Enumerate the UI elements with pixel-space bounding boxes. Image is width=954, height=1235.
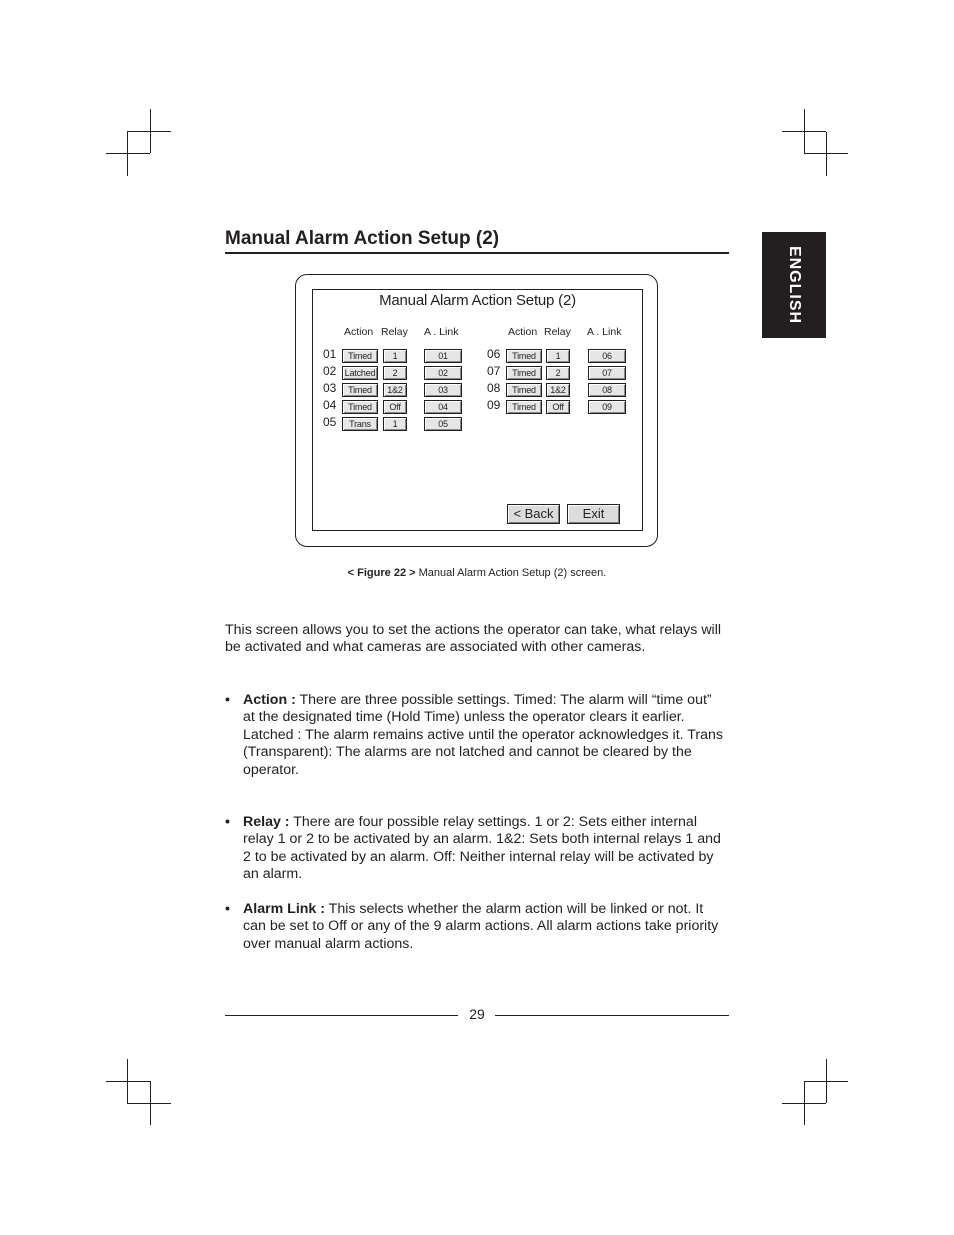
column-header-alink: A . Link (587, 326, 622, 338)
bullet-symbol: • (225, 692, 230, 708)
alarm-link-select[interactable]: 02 (424, 366, 462, 380)
action-select[interactable]: Latched (342, 366, 378, 380)
relay-select[interactable]: Off (383, 400, 407, 414)
crop-mark (106, 153, 150, 154)
relay-select[interactable]: 1 (383, 417, 407, 431)
action-select[interactable]: Timed (506, 349, 542, 363)
action-select[interactable]: Timed (506, 383, 542, 397)
bullet-term: Alarm Link : (243, 901, 325, 917)
figure-caption-text: Manual Alarm Action Setup (2) screen. (415, 567, 607, 579)
figure-caption (0, 567, 954, 579)
back-button[interactable]: < Back (507, 504, 560, 524)
setup-screen (312, 289, 643, 531)
alarm-link-select[interactable]: 08 (588, 383, 626, 397)
column-header-alink: A . Link (424, 326, 459, 338)
title-underline (225, 252, 729, 254)
bullet-text-continued: Latched : The alarm remains active until the operator acknowledges it. Trans (Transparent): The alarms are not latched and cannot be cleared by the operator. (243, 726, 723, 778)
bullet-symbol: • (225, 901, 230, 917)
screen-title: Manual Alarm Action Setup (2) (379, 292, 576, 309)
row-number: 07 (487, 364, 501, 378)
language-tab-label: ENGLISH (786, 245, 803, 325)
intro-paragraph: This screen allows you to set the actions the operator can take, what relays will be activated and what cameras are associated with other cameras. (225, 622, 722, 656)
row-number: 09 (487, 398, 501, 412)
language-tab (762, 232, 826, 338)
bullet-text: There are four possible relay settings. 1 or 2: Sets either internal relay 1 or 2 to be activated by an alarm. 1&2: Sets both internal relays 1 and 2 to be activated by an alarm. Off: Neither internal relay will be activated by an alarm. (243, 814, 721, 883)
action-select[interactable]: Trans (342, 417, 378, 431)
alarm-link-select[interactable]: 01 (424, 349, 462, 363)
row-number: 08 (487, 381, 501, 395)
relay-select[interactable]: 1 (383, 349, 407, 363)
action-select[interactable]: Timed (342, 349, 378, 363)
row-number: 05 (323, 415, 337, 429)
crop-mark (127, 131, 171, 132)
page-title: Manual Alarm Action Setup (2) (225, 228, 500, 249)
crop-mark (782, 1103, 826, 1104)
bullet-action (243, 692, 727, 779)
crop-mark (804, 153, 848, 154)
figure-label: < Figure 22 > (347, 567, 416, 579)
bullet-alarm-link (243, 901, 727, 953)
row-number: 06 (487, 347, 501, 361)
column-header-action: Action (508, 326, 538, 338)
row-number: 02 (323, 364, 337, 378)
crop-mark (106, 1081, 150, 1082)
action-select[interactable]: Timed (506, 366, 542, 380)
alarm-link-select[interactable]: 06 (588, 349, 626, 363)
column-header-action: Action (344, 326, 374, 338)
crop-mark (127, 1103, 171, 1104)
column-header-relay: Relay (381, 326, 408, 338)
row-number: 04 (323, 398, 337, 412)
relay-select[interactable]: 2 (546, 366, 570, 380)
relay-select[interactable]: Off (546, 400, 570, 414)
bullet-term: Action : (243, 692, 296, 708)
relay-select[interactable]: 1&2 (383, 383, 407, 397)
row-number: 01 (323, 347, 337, 361)
bullet-text: There are three possible settings. Timed: The alarm will “time out” at the designated time (Hold Time) unless the operator clears it earlier. (243, 692, 712, 726)
column-header-relay: Relay (544, 326, 571, 338)
relay-select[interactable]: 2 (383, 366, 407, 380)
action-select[interactable]: Timed (342, 383, 378, 397)
bullet-symbol: • (225, 814, 230, 830)
row-number: 03 (323, 381, 337, 395)
alarm-link-select[interactable]: 09 (588, 400, 626, 414)
crop-mark (826, 132, 827, 176)
relay-select[interactable]: 1 (546, 349, 570, 363)
crop-mark (127, 132, 128, 176)
exit-button[interactable]: Exit (567, 504, 620, 524)
bullet-relay (243, 814, 727, 884)
bullet-text: This selects whether the alarm action will be linked or not. It can be set to Off or any of the 9 alarm actions. All alarm actions take priority over manual alarm actions. (243, 901, 719, 952)
action-select[interactable]: Timed (506, 400, 542, 414)
alarm-link-select[interactable]: 05 (424, 417, 462, 431)
crop-mark (804, 1081, 848, 1082)
alarm-link-select[interactable]: 07 (588, 366, 626, 380)
page-number: 29 (469, 1006, 485, 1022)
relay-select[interactable]: 1&2 (546, 383, 570, 397)
crop-mark (782, 131, 826, 132)
bullet-term: Relay : (243, 814, 290, 830)
alarm-link-select[interactable]: 03 (424, 383, 462, 397)
action-select[interactable]: Timed (342, 400, 378, 414)
alarm-link-select[interactable]: 04 (424, 400, 462, 414)
